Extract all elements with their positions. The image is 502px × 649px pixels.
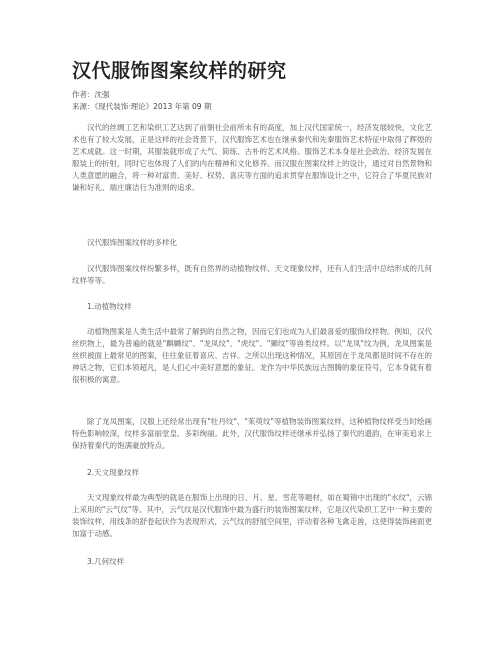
intro-paragraph: 汉代的丝绸工艺和染织工艺达到了前朝社会前所未有的高度，加上汉代国家统一，经济发展较快，文化艺术也有了较大发展，正是这样的社会背景下，汉代服饰艺术也在继承秦代和先秦服饰艺术特征中取得了辉煌的艺术成就。这一时期，其服装就形成了大气、简练、古朴的艺术风格。服饰艺术本身是社会政治、经济发展在服装上的折射，同时它也体现了人们的内在精神和文化修养。而汉服在图案纹样上的设计，通过对自然景物和人类意愿的融合，将一种对富贵、美好、权势、喜庆等方面的追求贯穿在服饰设计之中，它符合了华夏民族对谦和好礼、端庄廉洁行为准则的追求。 [72, 123, 432, 192]
animal-plant-paragraph: 动植物图案是人类生活中最常了解到的自然之物，因而它们也成为人们最喜爱的服饰纹样物。例如，汉代丝织物上，最为普遍的就是"麒麟纹"、"龙凤纹"、"虎纹"、"狮纹"等兽类纹样。以"龙凤"纹为例，龙凤图案是丝织被面上最常见的图案，往往象征着喜庆、吉祥。之所以出现这种情况，其原因在于龙凤都是时间不存在的神话之物，它们本领超凡，是人们心中美好意愿的象征。龙作为中华民族远古图腾的象征符号，它本身就有着很积极的寓意。 [72, 327, 432, 384]
celestial-paragraph: 天文现象纹样最为典型的就是在服饰上出现的日、月、星、雪花等题材，如在蜀锦中出现的"水纹"，云锦上采用的"云气纹"等。其中，云气纹是汉代服饰中最为盛行的装饰图案纹样，它是汉代染织工艺中一种主要的装饰纹样，用线条的舒卷起伏作为表现形式，云气纹的舒展空间里，浮动着各种飞禽走兽，这使得装饰画面更加富于动感。 [72, 493, 432, 538]
section-heading-celestial: 2.天文现象纹样 [87, 468, 140, 477]
section-heading-diversity: 汉代服饰图案纹样的多样化 [87, 238, 177, 247]
article-title: 汉代服饰图案纹样的研究 [72, 60, 287, 82]
section-heading-animal-plant: 1.动植物纹样 [87, 302, 132, 311]
section-heading-geometric: 3.几何纹样 [87, 557, 125, 566]
diversity-paragraph: 汉代服饰图案纹样纷繁多样，既有自然界的动植物纹样、天文现象纹样，还有人们生活中总结形成的几何纹样等等。 [72, 264, 432, 285]
article-author: 作者：沈强 [72, 90, 110, 99]
article-source: 来源：《现代装饰·理论》2013 年第 09 期 [72, 102, 212, 111]
plant-pattern-paragraph: 除了龙凤图案，汉服上还经常出现有"牡丹纹"、"茱萸纹"等植物装饰图案纹样，这种植物纹样受当时绘画特色影响较深，纹样多富丽堂皇、多彩绚丽。此外，汉代服饰纹样还继承并弘扬了秦代的遗韵，在审美追求上保持着秦代的饱满豪放特点。 [72, 417, 432, 450]
